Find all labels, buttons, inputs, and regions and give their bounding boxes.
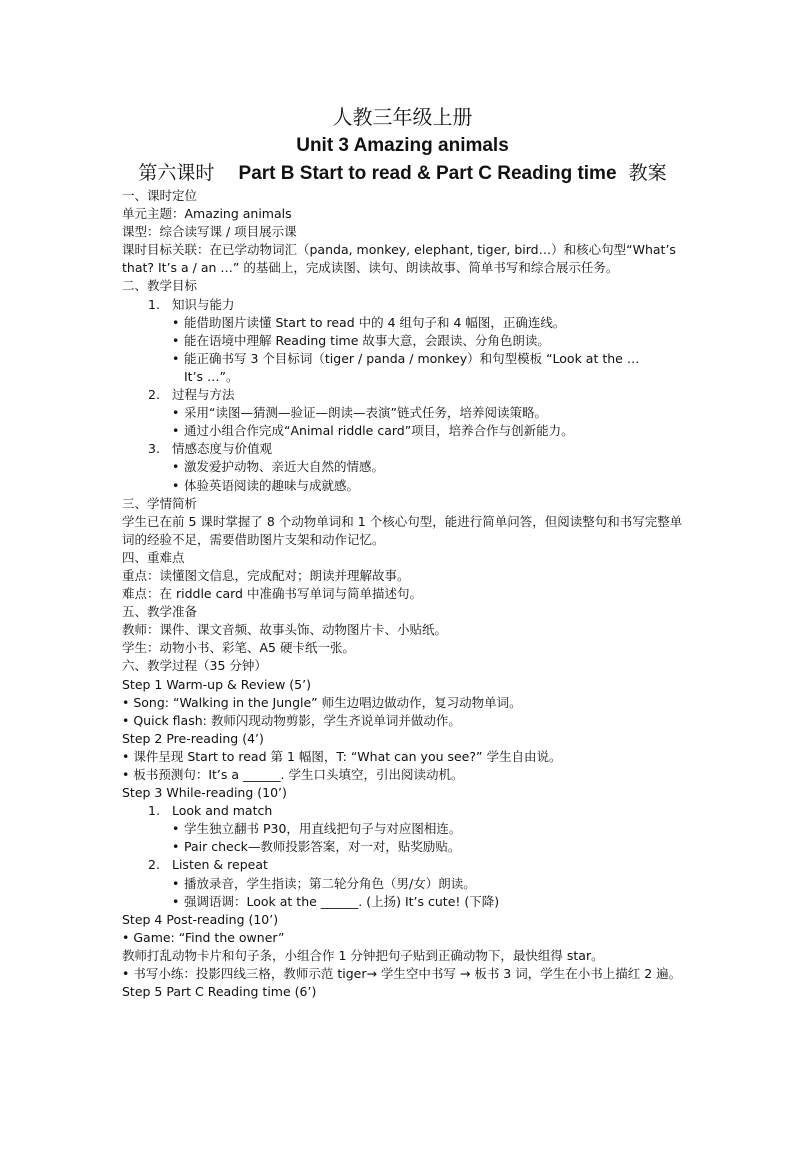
paragraph: 课时目标关联：在已学动物词汇（panda, monkey, elephant, tiger, bird…）和核心句型“What’s that? It’s a / an …” 的基础上，完成读图、读句、朗读故事、简单书写和综合展示任务。 — [122, 242, 676, 276]
bullet-item: • 能在语境中理解 Reading time 故事大意，会跟读、分角色朗读。 — [122, 332, 687, 350]
section-heading: 一、课时定位 — [122, 188, 198, 203]
paragraph: 教师打乱动物卡片和句子条，小组合作 1 分钟把句子贴到正确动物下，最快组得 star。 — [122, 947, 604, 963]
bullet-item: • 能正确书写 3 个目标词（tiger / panda / monkey）和句型模板 “Look at the … — [122, 350, 687, 368]
lesson-number: 第六课时 — [138, 162, 215, 184]
paragraph: • 板书预测句：It’s a ______. 学生口头填空，引出阅读动机。 — [122, 767, 464, 782]
section-heading: 五、教学准备 — [122, 604, 198, 620]
paragraph: 学生：动物小书、彩笔、A5 硬卡纸一张。 — [122, 640, 355, 656]
paragraph: • Quick flash: 教师闪现动物剪影，学生齐说单词并做动作。 — [122, 712, 461, 728]
unit-title: Unit 3 Amazing animals — [296, 135, 509, 156]
step-heading: Step 1 Warm-up & Review (5’) — [122, 676, 311, 692]
bullet-item: • 体验英语阅读的趣味与成就感。 — [122, 477, 687, 495]
paragraph: 课型：综合读写课 / 项目展示课 — [122, 224, 297, 240]
step-heading: Step 3 While-reading (10’) — [122, 785, 287, 801]
section-heading: 三、学情简析 — [122, 495, 198, 511]
paragraph: • Game: “Find the owner” — [122, 929, 285, 945]
paragraph: 学生已在前 5 课时掌握了 8 个动物单词和 1 个核心句型，能进行简单问答，但阅读整句和书写完整单词的经验不足，需要借助图片支架和动作记忆。 — [122, 513, 683, 547]
lesson-tail: 教案 — [628, 162, 667, 184]
paragraph: • 课件呈现 Start to read 第 1 幅图，T: “What can you see?” 学生自由说。 — [122, 748, 562, 764]
step-heading: Step 2 Pre-reading (4’) — [122, 730, 264, 746]
bullet-item: • Pair check—教师投影答案，对一对，贴奖励贴。 — [122, 838, 687, 856]
paragraph: 教师：课件、课文音频、故事头饰、动物图片卡、小贴纸。 — [122, 622, 448, 638]
doc-title: 人教三年级上册 — [332, 105, 473, 129]
numbered-item: 2. Listen & repeat — [148, 857, 268, 873]
bullet-item: • 激发爱护动物、亲近大自然的情感。 — [122, 458, 687, 476]
section-heading: 六、教学过程（35 分钟） — [122, 658, 267, 674]
document-body — [122, 187, 687, 1001]
lesson-part: Part B Start to read & Part C Reading time — [238, 163, 617, 184]
bullet-item: • 播放录音，学生指读；第二轮分角色（男/女）朗读。 — [122, 875, 687, 893]
step-heading: Step 4 Post-reading (10’) — [122, 911, 279, 927]
numbered-item: 1. 知识与能力 — [148, 296, 235, 312]
numbered-item: 1. Look and match — [148, 803, 273, 819]
bullet-continuation: It’s …”。 — [184, 368, 239, 384]
paragraph: • 书写小练：投影四线三格，教师示范 tiger→ 学生空中书写 → 板书 3 词，学生在小书上描红 2 遍。 — [122, 966, 682, 982]
bullet-item: • 采用“读图—猜测—验证—朗读—表演”链式任务，培养阅读策略。 — [122, 404, 687, 422]
numbered-item: 3. 情感态度与价值观 — [148, 441, 273, 457]
bullet-item: • 强调语调：Look at the ______. (上扬) It’s cute! (下降) — [122, 893, 687, 911]
lesson-title — [0, 160, 805, 187]
section-heading: 四、重难点 — [122, 549, 185, 565]
step-heading: Step 5 Part C Reading time (6’) — [122, 984, 317, 1000]
bullet-item: • 通过小组合作完成“Animal riddle card”项目，培养合作与创新能力。 — [122, 422, 687, 440]
paragraph: 重点：读懂图文信息，完成配对；朗读并理解故事。 — [122, 567, 410, 583]
numbered-item: 2. 过程与方法 — [148, 387, 235, 403]
section-heading: 二、教学目标 — [122, 278, 198, 294]
bullet-item: • 学生独立翻书 P30，用直线把句子与对应图相连。 — [122, 820, 687, 838]
paragraph: 单元主题：Amazing animals — [122, 206, 292, 222]
paragraph: 难点：在 riddle card 中准确书写单词与简单描述句。 — [122, 586, 422, 602]
paragraph: • Song: “Walking in the Jungle” 师生边唱边做动作，复习动物单词。 — [122, 694, 522, 710]
bullet-item: • 能借助图片读懂 Start to read 中的 4 组句子和 4 幅图，正确连线。 — [122, 314, 687, 332]
